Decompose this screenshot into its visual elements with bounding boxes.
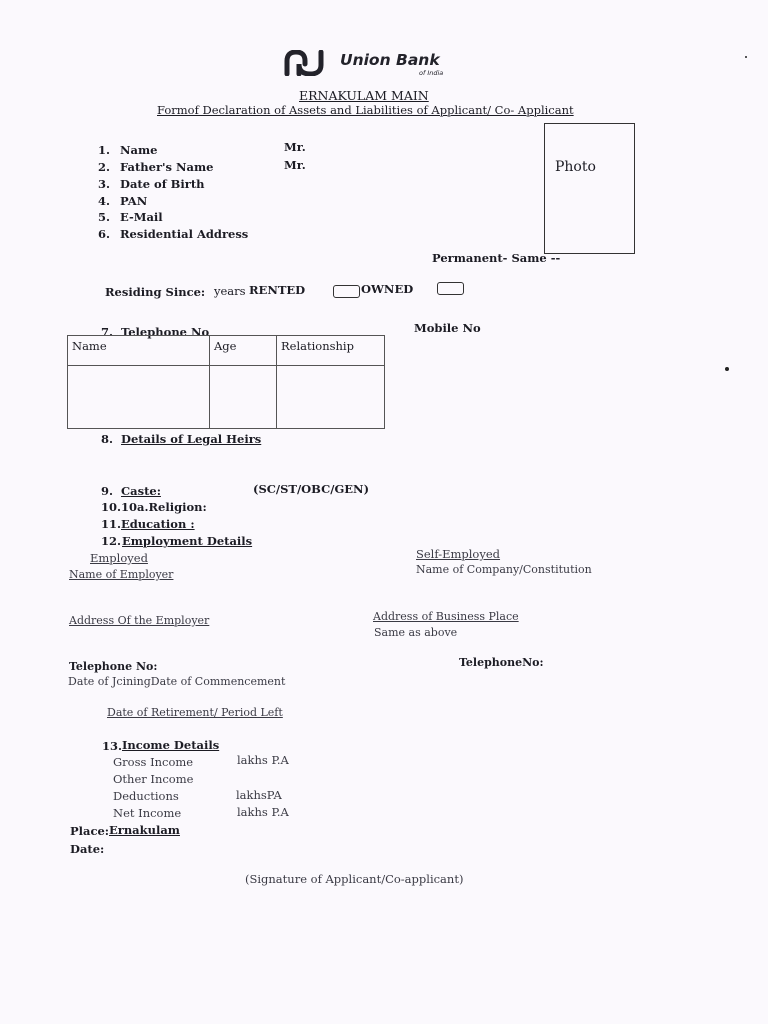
education-label: Education :	[121, 517, 195, 531]
field-1-num: 1.	[98, 143, 111, 157]
legal-heirs-label: Details of Legal Heirs	[121, 432, 262, 446]
gross-income-label: Gross Income	[113, 755, 194, 769]
field-4-num: 4.	[98, 194, 111, 208]
table-cell-age[interactable]	[210, 366, 277, 429]
branch-name: ERNAKULAM MAIN	[299, 88, 429, 103]
form-title: Formof Declaration of Assets and Liabilities of Applicant/ Co- Applicant	[157, 103, 574, 117]
permanent-address: Permanent- Same --	[432, 251, 561, 265]
joining-date-label: Date of JciningDate of Commencement	[68, 675, 286, 688]
caste-num: 9.	[101, 484, 114, 498]
field-father-value: Mr.	[284, 158, 306, 172]
company-label: Name of Company/Constitution	[416, 563, 592, 576]
business-address-label: Address of Business Place	[373, 610, 519, 623]
table-cell-relationship[interactable]	[277, 366, 385, 429]
scan-speck	[725, 367, 729, 371]
field-dob-label: Date of Birth	[120, 177, 205, 191]
field-address-label: Residential Address	[120, 227, 249, 241]
telephone-label: Telephone No	[121, 325, 210, 339]
income-num: 13.	[102, 739, 123, 753]
self-telephone-label: TelephoneNo:	[459, 656, 544, 669]
telephone-num: 7.	[101, 325, 114, 339]
field-email-label: E-Mail	[120, 210, 163, 224]
deductions-label: Deductions	[113, 789, 179, 803]
years-label: years	[214, 284, 246, 298]
table-header-name: Name	[68, 336, 210, 366]
field-father-label: Father's Name	[120, 160, 214, 174]
income-label: Income Details	[122, 738, 220, 752]
religion-label: 10a.Religion:	[121, 500, 207, 514]
education-num: 11.	[101, 517, 122, 531]
retirement-label: Date of Retirement/ Period Left	[107, 706, 283, 719]
employer-telephone-label: Telephone No:	[69, 660, 158, 673]
photo-label: Photo	[555, 159, 596, 175]
residing-since-label: Residing Since:	[105, 285, 206, 299]
field-name-label: Name	[120, 143, 158, 157]
owned-checkbox[interactable]	[437, 282, 464, 295]
caste-options: (SC/ST/OBC/GEN)	[253, 482, 370, 496]
employed-title: Employed	[90, 551, 148, 565]
deductions-value: lakhsPA	[236, 788, 282, 802]
field-5-num: 5.	[98, 210, 111, 224]
photo-box	[544, 123, 635, 254]
religion-num: 10.	[101, 500, 122, 514]
place-label: Place:	[70, 824, 110, 838]
field-6-num: 6.	[98, 227, 111, 241]
table-cell-name[interactable]	[68, 366, 210, 429]
table-header-age: Age	[210, 336, 277, 366]
self-employed-title: Self-Employed	[416, 547, 501, 561]
field-pan-label: PAN	[120, 194, 148, 208]
caste-label: Caste:	[121, 484, 161, 498]
employment-num: 12.	[101, 534, 122, 548]
gross-income-value: lakhs P.A	[237, 753, 289, 767]
legal-heirs-num: 8.	[101, 432, 114, 446]
bank-name: Union Bank	[340, 51, 440, 69]
net-income-value: lakhs P.A	[237, 805, 289, 819]
table-header-relationship: Relationship	[277, 336, 385, 366]
net-income-label: Net Income	[113, 806, 182, 820]
field-2-num: 2.	[98, 160, 111, 174]
field-name-value: Mr.	[284, 140, 306, 154]
rented-checkbox[interactable]	[333, 285, 360, 298]
employer-address-label: Address Of the Employer	[69, 614, 210, 627]
same-as-above: Same as above	[374, 626, 458, 639]
employment-label: Employment Details	[122, 534, 253, 548]
place-value: Ernakulam	[109, 823, 180, 837]
other-income-label: Other Income	[113, 772, 194, 786]
employer-name-label: Name of Employer	[69, 568, 174, 581]
rented-label: RENTED	[249, 283, 306, 297]
legal-heirs-table	[67, 335, 385, 429]
union-bank-logo-icon	[284, 50, 324, 76]
signature-label: (Signature of Applicant/Co-applicant)	[245, 872, 464, 886]
field-3-num: 3.	[98, 177, 111, 191]
owned-label: OWNED	[361, 282, 414, 296]
scan-speck	[745, 56, 747, 58]
mobile-label: Mobile No	[414, 321, 481, 335]
bank-sub-name: of India	[419, 69, 444, 77]
date-label: Date:	[70, 842, 105, 856]
